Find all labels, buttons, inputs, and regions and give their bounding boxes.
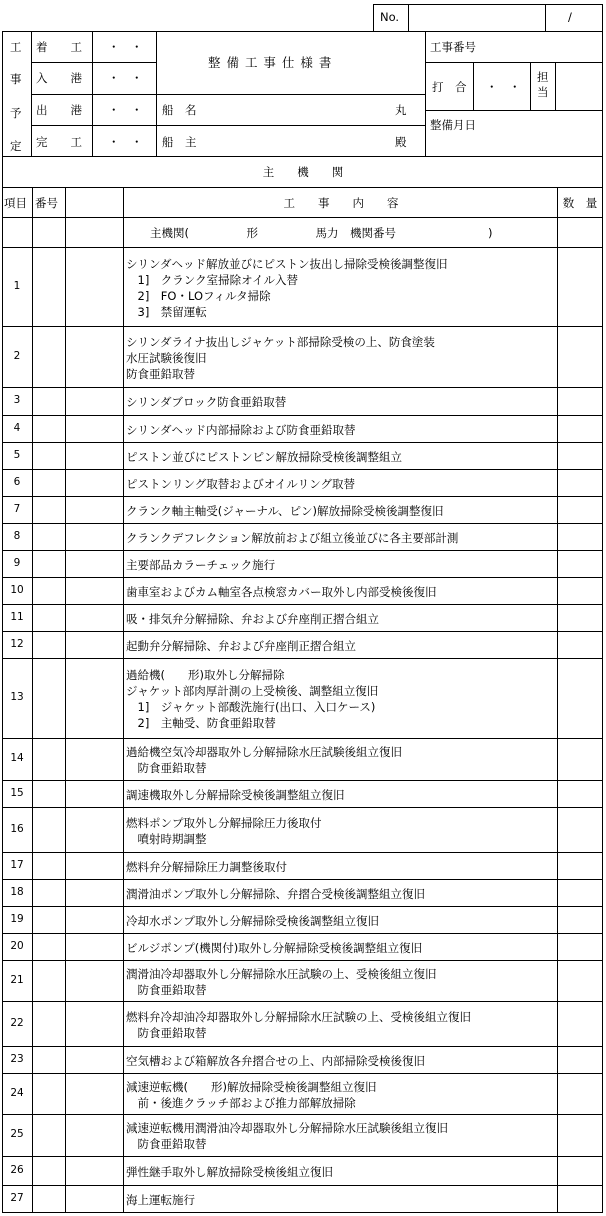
row-content-line: 1] ジャケット部酸洗施行(出口、入口ケース) (126, 700, 376, 714)
row-content-line: ジャケット部肉厚計測の上受検後、調整組立復旧 (126, 684, 379, 698)
row-content-line: シリンダブロック防食亜鉛取替 (126, 395, 287, 409)
row-divider (2, 326, 603, 327)
ship-name-suffix: 丸 (395, 103, 407, 117)
row-content-line: 燃料弁分解掃除圧力調整後取付 (126, 859, 287, 874)
row-item-number: 17 (10, 858, 24, 871)
ship-name-label: 船 名 (162, 103, 197, 117)
row-content-line: 2] 主軸受、防食亜鉛取替 (126, 716, 276, 730)
row-item-number: 14 (10, 752, 24, 764)
no-slash: / (568, 10, 572, 24)
row-item-number: 5 (13, 448, 21, 461)
row-divider (2, 1046, 603, 1047)
schedule-date-arrival: ・ ・ (108, 71, 143, 85)
row-content-line: 3] 禁留運転 (126, 304, 207, 319)
row-item-number: 26 (10, 1163, 24, 1176)
row-content-line: 防食亜鉛取替 (126, 982, 207, 997)
row-content-line: 防食亜鉛取替 (126, 761, 207, 775)
row-content-line: 前・後進クラッチ部および推力部解放掃除 (126, 1095, 356, 1110)
row-content-line: 防食亜鉛取替 (126, 1137, 207, 1151)
row-content-line: クランクデフレクション解放前および組立後並びに各主要部計測 (126, 530, 459, 545)
row-content-line: 過給機空気冷却器取外し分解掃除水圧試験後組立復旧 (126, 745, 402, 759)
row-item-number: 22 (10, 1016, 24, 1029)
row-content-line: 弾性継手取外し解放掃除受検後組立復旧 (126, 1164, 333, 1179)
meeting-date: ・ ・ (486, 80, 521, 94)
row-content-line: 調速機取外し分解掃除受検後調整組立復旧 (126, 787, 345, 802)
schedule-date-start: ・ ・ (108, 40, 143, 54)
row-content-line: 空気槽および箱解放各弁摺合せの上、内部掃除受検後復旧 (126, 1053, 425, 1068)
row-content-line: 噴射時期調整 (126, 831, 207, 846)
row-content-line: 1] クランク室掃除オイル入替 (126, 272, 298, 287)
row-divider (2, 738, 603, 739)
row-item-number: 24 (10, 1086, 24, 1099)
meeting-label: 打 合 (432, 80, 467, 94)
row-item-number: 8 (13, 529, 21, 542)
row-item-number: 3 (13, 394, 21, 406)
row-content-line: ピストン並びにピストンピン解放掃除受検後調整組立 (126, 449, 402, 464)
schedule-label-departure: 出 港 (36, 103, 82, 117)
schedule-label-arrival: 入 港 (36, 71, 82, 85)
row-content-line: シリンダヘッド解放並びにピストン抜出し掃除受検後調整復旧 (126, 256, 448, 271)
row-content-line: シリンダヘッド内部掃除および防食亜鉛取替 (126, 422, 356, 437)
row-divider (2, 1001, 603, 1002)
row-divider (2, 1114, 603, 1115)
work-no-label: 工事番号 (430, 40, 476, 54)
row-item-number: 13 (10, 691, 24, 703)
row-divider (2, 415, 603, 416)
row-divider (2, 631, 603, 632)
row-content-line: 主要部品カラーチェック施行 (126, 557, 276, 572)
row-content-line: 冷却水ポンプ取外し分解掃除受検後調整組立復旧 (126, 913, 379, 928)
column-header-content: 工 事 内 容 (283, 196, 399, 210)
row-content-line: ビルジポンプ(機関付)取外し分解掃除受検後調整組立復旧 (126, 940, 423, 955)
row-content-line: 海上運転施行 (126, 1192, 195, 1207)
row-item-number: 10 (10, 583, 24, 596)
maintenance-date-label: 整備月日 (430, 118, 476, 132)
side-label-char-4: 定 (10, 139, 22, 153)
in-charge-label: 担当 (537, 70, 549, 99)
row-content-line: 防食亜鉛取替 (126, 366, 195, 381)
column-header-item: 項目 (4, 196, 27, 210)
row-divider (2, 1185, 603, 1186)
row-item-number: 15 (10, 786, 24, 799)
row-item-number: 9 (13, 556, 21, 569)
row-divider (2, 780, 603, 781)
row-divider (2, 933, 603, 934)
row-item-number: 2 (13, 349, 21, 362)
row-divider (2, 523, 603, 524)
row-content-line: 減速逆転機( 形)解放掃除受検後調整組立復旧 (126, 1079, 377, 1094)
side-label-char-2: 事 (10, 72, 22, 86)
row-content-line: 防食亜鉛取替 (126, 1025, 207, 1040)
row-item-number: 6 (13, 475, 21, 488)
schedule-label-start: 着 工 (36, 40, 82, 54)
row-content-line: 起動弁分解掃除、弁および弁座削正摺合組立 (126, 638, 356, 653)
schedule-date-departure: ・ ・ (108, 103, 143, 117)
row-content-line: 吸・排気弁分解掃除、弁および弁座削正摺合組立 (126, 611, 379, 626)
row-divider (2, 852, 603, 853)
row-content-line: 減速逆転機用潤滑油冷却器取外し分解掃除水圧試験後組立復旧 (126, 1121, 448, 1135)
schedule-date-completion: ・ ・ (108, 135, 143, 149)
row-item-number: 7 (13, 502, 21, 515)
row-content-line: 過給機( 形)取外し分解掃除 (126, 668, 285, 682)
row-divider (2, 658, 603, 659)
section-title: 主 機 関 (262, 165, 344, 179)
row-item-number: 23 (10, 1052, 24, 1065)
side-label-char-3: 予 (10, 106, 22, 120)
row-item-number: 18 (10, 885, 24, 898)
row-content-line: クランク軸主軸受(ジャーナル、ピン)解放掃除受検後調整復旧 (126, 503, 444, 518)
document-title: 整 備 工 事 仕 様 書 (208, 55, 333, 70)
row-content-line: 潤滑油ポンプ取外し分解掃除、弁摺合受検後調整組立復旧 (126, 886, 425, 901)
side-label-char-1: 工 (10, 40, 22, 54)
row-divider (2, 807, 603, 808)
row-divider (2, 496, 603, 497)
row-item-number: 20 (10, 939, 24, 952)
row-content-line: 燃料ポンプ取外し分解掃除圧力後取付 (126, 815, 322, 830)
row-item-number: 1 (13, 279, 21, 292)
row-content-line: 歯車室およびカム軸室各点検窓カバー取外し内部受検後復旧 (126, 584, 437, 599)
row-item-number: 12 (10, 637, 24, 650)
column-header-number: 番号 (35, 196, 58, 210)
row-divider (2, 577, 603, 578)
row-divider (2, 1156, 603, 1157)
row-divider (2, 879, 603, 880)
row-item-number: 25 (10, 1128, 24, 1140)
row-divider (2, 442, 603, 443)
row-divider (2, 604, 603, 605)
row-divider (2, 469, 603, 470)
row-content-line: シリンダライナ抜出しジャケット部掃除受検の上、防食塗装 (126, 334, 435, 349)
no-label: No. (380, 10, 400, 24)
owner-label: 船 主 (162, 135, 197, 149)
row-content-line: 燃料弁冷却油冷却器取外し分解掃除水圧試験の上、受検後組立復旧 (126, 1009, 471, 1024)
row-divider (2, 960, 603, 961)
row-item-number: 27 (10, 1191, 24, 1204)
row-content-line: 潤滑油冷却器取外し分解掃除水圧試験の上、受検後組立復旧 (126, 966, 437, 981)
row-item-number: 16 (10, 822, 24, 835)
row-content-line: 2] FO・LOフィルタ掃除 (126, 288, 271, 303)
row-divider (2, 550, 603, 551)
row-divider (2, 387, 603, 388)
row-content-line: 水圧試験後復旧 (126, 350, 207, 365)
row-item-number: 21 (10, 973, 24, 986)
row-content-line: ピストンリング取替およびオイルリング取替 (126, 476, 355, 491)
row-divider (2, 906, 603, 907)
row-item-number: 11 (10, 610, 24, 623)
row-divider (2, 1073, 603, 1074)
schedule-label-completion: 完 工 (36, 135, 82, 149)
column-header-quantity: 数 量 (562, 196, 598, 210)
engine-spec-line: 主機関( 形 馬力 機関番号 ) (150, 226, 493, 240)
owner-suffix: 殿 (395, 135, 407, 149)
row-item-number: 4 (13, 421, 21, 434)
row-item-number: 19 (10, 912, 24, 925)
